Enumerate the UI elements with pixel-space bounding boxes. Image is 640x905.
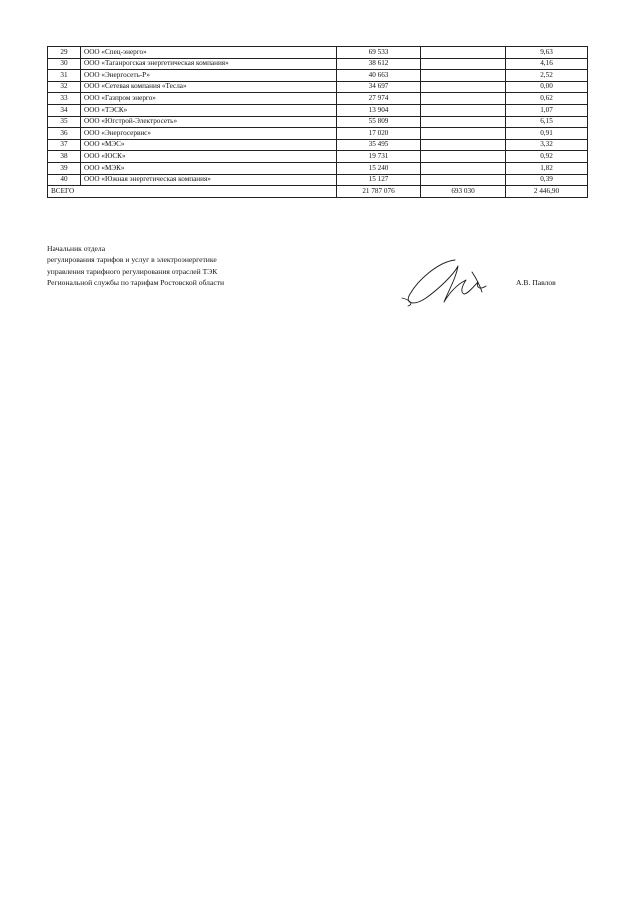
value-col-3: 2,52 (506, 70, 588, 82)
value-col-2 (421, 47, 506, 59)
value-col-2 (421, 128, 506, 140)
signature-block (47, 243, 224, 289)
value-col-3: 3,32 (506, 139, 588, 151)
company-name: ООО «Южная энергетическая компания» (81, 174, 337, 186)
value-col-2 (421, 174, 506, 186)
position-line: управления тарифного регулирования отраслей ТЭК (47, 266, 218, 276)
company-name: ООО «Спец-энерго» (81, 47, 337, 59)
table-row (48, 93, 588, 105)
value-col-2 (421, 162, 506, 174)
company-name: ООО «Югстрой-Электросеть» (81, 116, 337, 128)
company-name: ООО «Энергосервис» (81, 128, 337, 140)
position-line: Начальник отдела (47, 244, 106, 253)
table-row (48, 116, 588, 128)
value-col-3: 0,92 (506, 151, 588, 163)
company-name: ООО «МЭС» (81, 139, 337, 151)
row-number: 34 (48, 104, 81, 116)
total-value-1: 21 787 076 (337, 186, 421, 198)
row-number: 38 (48, 151, 81, 163)
row-number: 29 (48, 47, 81, 59)
value-col-1: 40 663 (337, 70, 421, 82)
total-value-3: 2 446,90 (506, 186, 588, 198)
row-number: 32 (48, 81, 81, 93)
total-row (48, 186, 588, 198)
value-col-2 (421, 116, 506, 128)
company-name: ООО «Газпром энерго» (81, 93, 337, 105)
row-number: 35 (48, 116, 81, 128)
value-col-3: 4,16 (506, 58, 588, 70)
company-name: ООО «ТЭСК» (81, 104, 337, 116)
value-col-1: 19 731 (337, 151, 421, 163)
value-col-2 (421, 93, 506, 105)
total-value-2: 693 030 (421, 186, 506, 198)
table-row (48, 47, 588, 59)
table-row (48, 58, 588, 70)
value-col-3: 1,07 (506, 104, 588, 116)
position-line: Региональной службы по тарифам Ростовской области (47, 278, 225, 288)
value-col-3: 9,63 (506, 47, 588, 59)
row-number: 39 (48, 162, 81, 174)
value-col-1: 13 904 (337, 104, 421, 116)
table-row (48, 70, 588, 82)
value-col-2 (421, 139, 506, 151)
value-col-1: 15 240 (337, 162, 421, 174)
value-col-2 (421, 58, 506, 70)
tariff-table (47, 46, 588, 198)
table-body (48, 47, 588, 198)
value-col-1: 17 020 (337, 128, 421, 140)
total-label: ВСЕГО (48, 186, 337, 198)
value-col-3: 0,91 (506, 128, 588, 140)
company-name: ООО «Энергосеть-Р» (81, 70, 337, 82)
value-col-1: 35 495 (337, 139, 421, 151)
value-col-1: 27 974 (337, 93, 421, 105)
row-number: 40 (48, 174, 81, 186)
table-row (48, 151, 588, 163)
row-number: 33 (48, 93, 81, 105)
company-name: ООО «ЮСК» (81, 151, 337, 163)
table-row (48, 162, 588, 174)
value-col-1: 69 533 (337, 47, 421, 59)
value-col-1: 34 697 (337, 81, 421, 93)
row-number: 37 (48, 139, 81, 151)
position-line: регулирования тарифов и услуг в электроэнергетике (47, 255, 217, 265)
value-col-1: 38 612 (337, 58, 421, 70)
value-col-3: 6,15 (506, 116, 588, 128)
row-number: 31 (48, 70, 81, 82)
value-col-3: 1,82 (506, 162, 588, 174)
value-col-2 (421, 70, 506, 82)
value-col-3: 0,62 (506, 93, 588, 105)
handwritten-signature-icon (400, 252, 510, 312)
value-col-2 (421, 151, 506, 163)
company-name: ООО «МЭК» (81, 162, 337, 174)
table-row (48, 81, 588, 93)
value-col-3: 0,00 (506, 81, 588, 93)
company-name: ООО «Сетевая компания «Тесла» (81, 81, 337, 93)
table-row (48, 174, 588, 186)
table-row (48, 128, 588, 140)
value-col-1: 15 127 (337, 174, 421, 186)
value-col-3: 0,39 (506, 174, 588, 186)
company-name: ООО «Таганрогская энергетическая компания» (81, 58, 337, 70)
value-col-2 (421, 104, 506, 116)
value-col-2 (421, 81, 506, 93)
table-row (48, 104, 588, 116)
row-number: 36 (48, 128, 81, 140)
table-row (48, 139, 588, 151)
value-col-1: 55 809 (337, 116, 421, 128)
row-number: 30 (48, 58, 81, 70)
signer-name: А.В. Павлов (516, 278, 556, 287)
